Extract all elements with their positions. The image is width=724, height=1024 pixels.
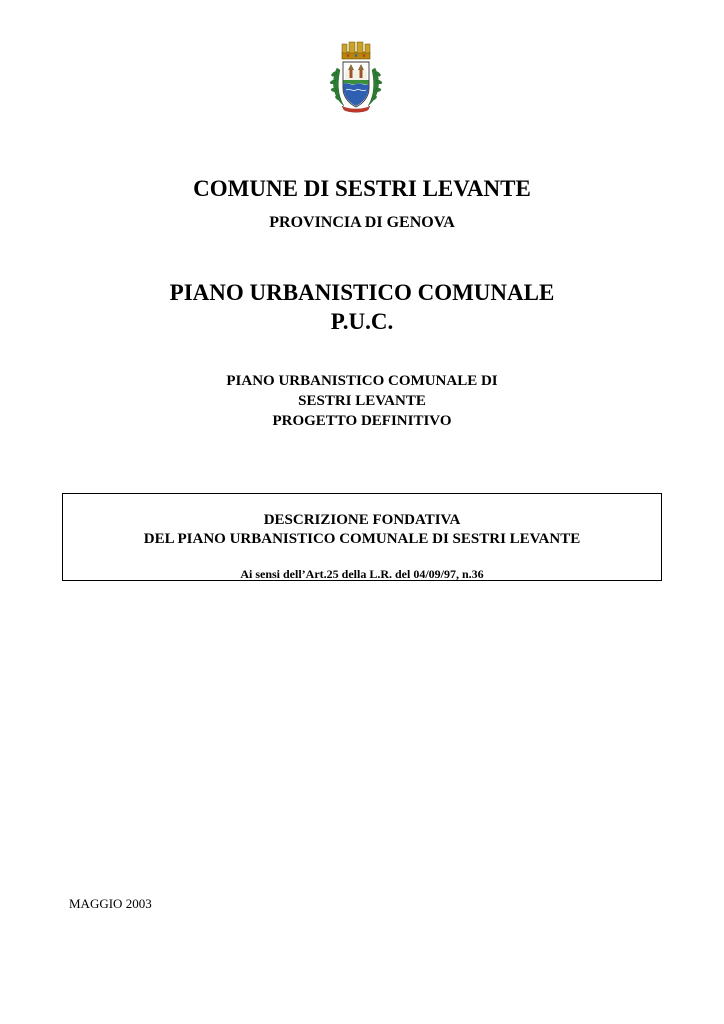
subtitle-line-2: SESTRI LEVANTE [298, 393, 426, 409]
subtitle-line-1: PIANO URBANISTICO COMUNALE DI [226, 373, 498, 389]
legal-reference: Ai sensi dell’Art.25 della L.R. del 04/09/97, n.36 [240, 567, 484, 581]
subtitle-line-3: PROGETTO DEFINITIVO [272, 413, 452, 429]
municipality-title: COMUNE DI SESTRI LEVANTE [193, 176, 531, 201]
plan-title: PIANO URBANISTICO COMUNALE [169, 280, 555, 305]
description-subtitle: DEL PIANO URBANISTICO COMUNALE DI SESTRI LEVANTE [143, 531, 581, 547]
province-title: PROVINCIA DI GENOVA [269, 214, 455, 231]
shield-icon [343, 62, 369, 107]
publication-date: MAGGIO 2003 [69, 896, 152, 911]
document-description-box [62, 493, 662, 581]
description-title: DESCRIZIONE FONDATIVA [263, 512, 461, 528]
municipal-coat-of-arms-icon [328, 40, 384, 114]
plan-abbreviation: P.U.C. [330, 309, 394, 334]
crown-icon [342, 42, 370, 59]
